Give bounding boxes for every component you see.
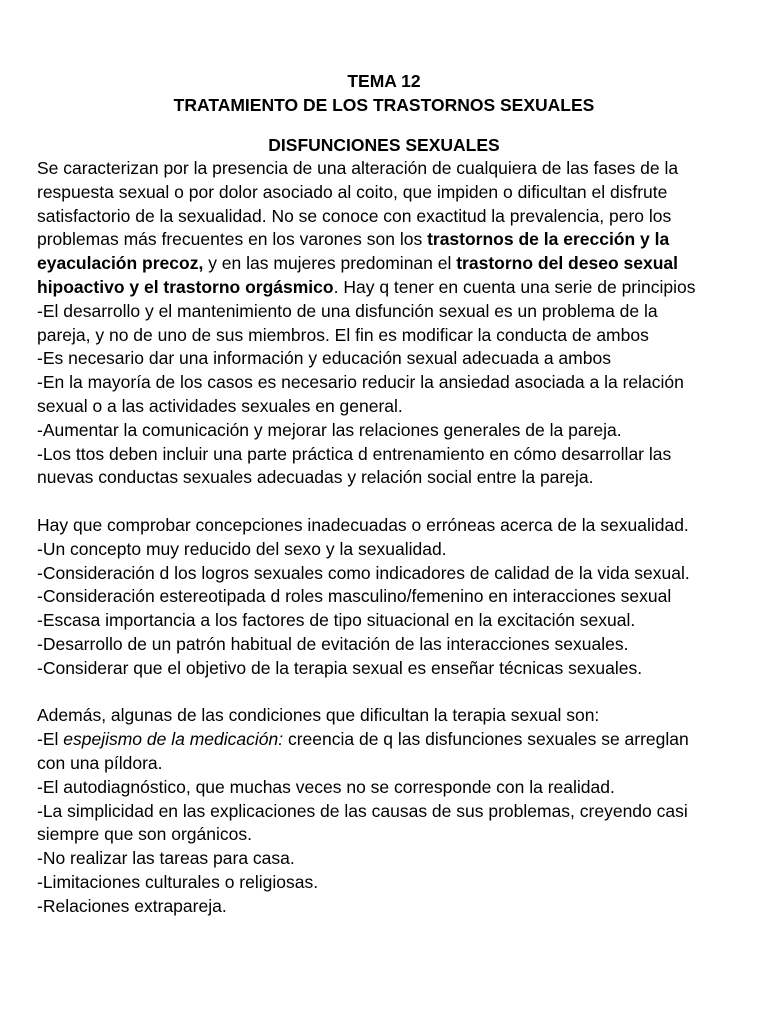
condition-line: Además, algunas de las condiciones que dificultan la terapia sexual son: [37,705,600,726]
conception-line: -Consideración d los logros sexuales como indicadores de calidad de la vida sexual. [37,562,690,583]
condition-text: -El [37,729,64,750]
document-title: TRATAMIENTO DE LOS TRASTORNOS SEXUALES [173,95,595,115]
principle-line: -El desarrollo y el mantenimiento de una disfunción sexual es un problema de la [37,300,658,321]
principle-line: -Es necesario dar una información y educación sexual adecuada a ambos [37,348,611,369]
condition-line: -La simplicidad en las explicaciones de las causas de sus problemas, creyendo casi [37,800,688,821]
conception-line: Hay que comprobar concepciones inadecuadas o erróneas acerca de la sexualidad. [37,514,689,535]
intro-line [37,276,737,300]
intro-line [37,228,737,252]
principle-line: -En la mayoría de los casos es necesario reducir la ansiedad asociada a la relación [37,372,684,393]
bold-term: eyaculación precoz, [37,253,204,274]
conception-line: -Consideración estereotipada d roles masculino/femenino en interacciones sexual [37,586,672,607]
intro-text: problemas más frecuentes en los varones son los [37,229,428,250]
condition-line: con una píldora. [37,752,163,773]
body-text [37,157,737,919]
intro-line: Se caracterizan por la presencia de una alteración de cualquiera de las fases de la [37,158,679,178]
bold-term: hipoactivo y el trastorno orgásmico [37,276,334,297]
condition-line: -Relaciones extrapareja. [37,895,227,916]
condition-line: siempre que son orgánicos. [37,824,252,845]
intro-text: . Hay q tener en cuenta una serie de principios [333,276,696,297]
bold-term: trastorno del deseo sexual [456,253,678,274]
bold-term: trastornos de la erección y la [427,229,670,250]
intro-text: y en las mujeres predominan el [203,253,457,274]
principle-line: sexual o a las actividades sexuales en general. [37,395,403,416]
conception-line: -Un concepto muy reducido del sexo y la sexualidad. [37,538,447,559]
conception-line: -Desarrollo de un patrón habitual de evitación de las interacciones sexuales. [37,633,629,654]
principle-line: pareja, y no de uno de sus miembros. El fin es modificar la conducta de ambos [37,324,649,345]
intro-line: respuesta sexual o por dolor asociado al coito, que impiden o dificultan el disfrute [37,181,668,202]
paragraph-spacer [37,490,737,514]
principle-line: -Los ttos deben incluir una parte práctica d entrenamiento en cómo desarrollar las [37,443,672,464]
condition-line: -El autodiagnóstico, que muchas veces no se corresponde con la realidad. [37,776,615,797]
condition-text: creencia de q las disfunciones sexuales se arreglan [283,729,689,750]
topic-number: TEMA 12 [347,71,421,91]
principle-line: nuevas conductas sexuales adecuadas y relación social entre la pareja. [37,467,594,488]
condition-line [37,728,737,752]
condition-line: -Limitaciones culturales o religiosas. [37,871,319,892]
paragraph-spacer [37,681,737,705]
section-heading: DISFUNCIONES SEXUALES [268,135,500,155]
intro-line [37,252,737,276]
conception-line: -Considerar que el objetivo de la terapia sexual es enseñar técnicas sexuales. [37,657,643,678]
intro-line: satisfactorio de la sexualidad. No se conoce con exactitud la prevalencia, pero los [37,205,672,226]
conception-line: -Escasa importancia a los factores de tipo situacional en la excitación sexual. [37,610,636,631]
condition-line: -No realizar las tareas para casa. [37,848,295,869]
principle-line: -Aumentar la comunicación y mejorar las relaciones generales de la pareja. [37,419,622,440]
italic-term: espejismo de la medicación: [63,729,284,750]
